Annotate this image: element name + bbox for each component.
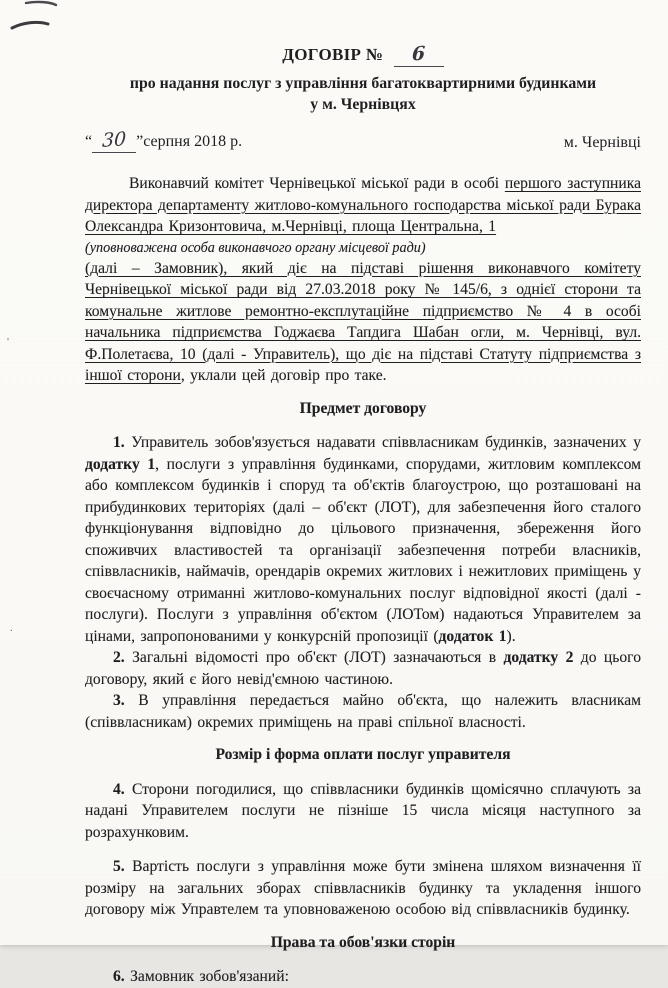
text-run: додатку 2 — [503, 649, 574, 666]
text-run: , послуги з управління будинками, спорудами, житловим комплексом або комплексом будинків і споруд та об'єктів благоустрою, що розташовані на прибудинкових територіях (далі – об'єкт (ЛОТ), для забезпечення його сталого функціонування відповідно до цільового призначення, збереження його споживчих властивостей та організації забезпечення потреби власників, співвласників, наймачів, орендарів окремих житлових і нежитлових приміщень у своєчасному отриманні житлово-комунальних послуг відповідної якості (далі - послуги). Послуги з управління об'єктом (ЛОТом) надаються Управителем за цінами, запропонованими у конкурсній пропозиції ( — [85, 455, 641, 645]
text-run: Виконавчий комітет Чернівецької міської ради в особі — [129, 175, 505, 192]
contract-title-label: ДОГОВІР № — [282, 45, 384, 64]
text-run: до цього договору, який є його невід'ємною частиною. — [85, 649, 641, 688]
text-run: додаток 1 — [438, 627, 507, 645]
text-run: Вартість послуги з управління може бути змінена шляхом визначення її розміру на загальних зборах співвласників будинку та укладення іншого договору між Управтелем та уповноваженою особою від співвласників будинку. — [85, 858, 641, 918]
contract-paragraph — [85, 238, 641, 258]
contract-paragraph — [85, 173, 641, 238]
contract-paragraph — [85, 647, 641, 690]
date-day-handwritten: 30 — [101, 127, 127, 152]
contract-place: м. Чернівці — [563, 133, 641, 151]
contract-paragraph — [85, 856, 641, 921]
text-run: (далі – Замовник), який діє на підставі рішення виконавчого комітету Чернівецької міської ради від 27.03.2018 року № 145/6, з однієї сторони та комунальне житлове ремонтно-експлутаційне підприємство № 4 в особі начальника підприємства Годжаєва Тапдига Шабан огли, м. Чернівці, вул. Ф.Полетаєва, 10 (далі - Управитель), що діє на підставі Статуту підприємства з іншої сторони — [85, 259, 641, 384]
contract-paragraph — [85, 258, 641, 387]
document-content — [85, 173, 641, 988]
text-run: 3. — [113, 692, 125, 709]
text-run: В управління передається майно об'єкта, що належить власникам (співвласникам) окремих приміщень на праві спільної власності. — [85, 692, 641, 731]
text-run: 1. — [113, 434, 125, 451]
text-run: , уклали цей договір про таке. — [180, 367, 387, 384]
contract-subtitle-line2: у м. Чернівцях — [310, 95, 416, 113]
scan-speck: . — [10, 622, 13, 634]
contract-paragraph — [85, 690, 641, 733]
text-run: 2. — [113, 649, 125, 666]
text-run: 5. — [113, 858, 125, 875]
date-place-row — [85, 127, 641, 154]
text-run: (уповноважена особа виконавчого органу місцевої ради) — [85, 239, 426, 256]
text-run: Загальні відомості про об'єкт (ЛОТ) зазначаються в — [124, 649, 504, 666]
contract-date — [85, 127, 243, 154]
contract-subtitle-line1: про надання послуг з управління багатоквартирними будинками — [129, 74, 597, 92]
date-rest: ”серпня 2018 р. — [136, 132, 243, 150]
scan-speck: ' — [7, 336, 9, 348]
text-run: 4. — [113, 780, 125, 798]
text-run: ). — [506, 627, 516, 645]
text-run: 6. — [113, 968, 125, 985]
text-run: Управитель зобов'язується надавати співвласникам будинків, зазначених у — [124, 434, 641, 451]
contract-title — [85, 44, 641, 67]
contract-paragraph — [85, 432, 641, 647]
date-day-blank — [92, 127, 136, 154]
contract-paragraph — [85, 966, 641, 988]
contract-number-blank — [394, 44, 444, 67]
open-quote: “ — [85, 132, 93, 150]
text-run: додатку 1 — [85, 455, 156, 473]
contract-number-handwritten: 6 — [411, 42, 426, 66]
text-run: Сторони погодилися, що співвласники будинків щомісячно сплачують за надані Управителем послуги не пізніше 15 числа місяця наступного за розрахунковим. — [85, 780, 641, 841]
section-heading: Розмір і форма оплати послуг управителя — [215, 746, 511, 763]
contract-paragraph — [85, 779, 641, 844]
section-heading: Права та обов'язки сторін — [270, 933, 456, 951]
text-run: першого заступника директора департаменту житлово-комунального господарства міської ради Бурака Олександра Кризонтовича, м.Чернівці, площа Центральна, 1 — [85, 175, 641, 235]
section-heading: Предмет договору — [299, 399, 427, 417]
document-body — [85, 44, 641, 988]
pen-stroke-marks — [4, 0, 144, 44]
text-run: Замовник зобов'язаний: — [124, 968, 289, 985]
